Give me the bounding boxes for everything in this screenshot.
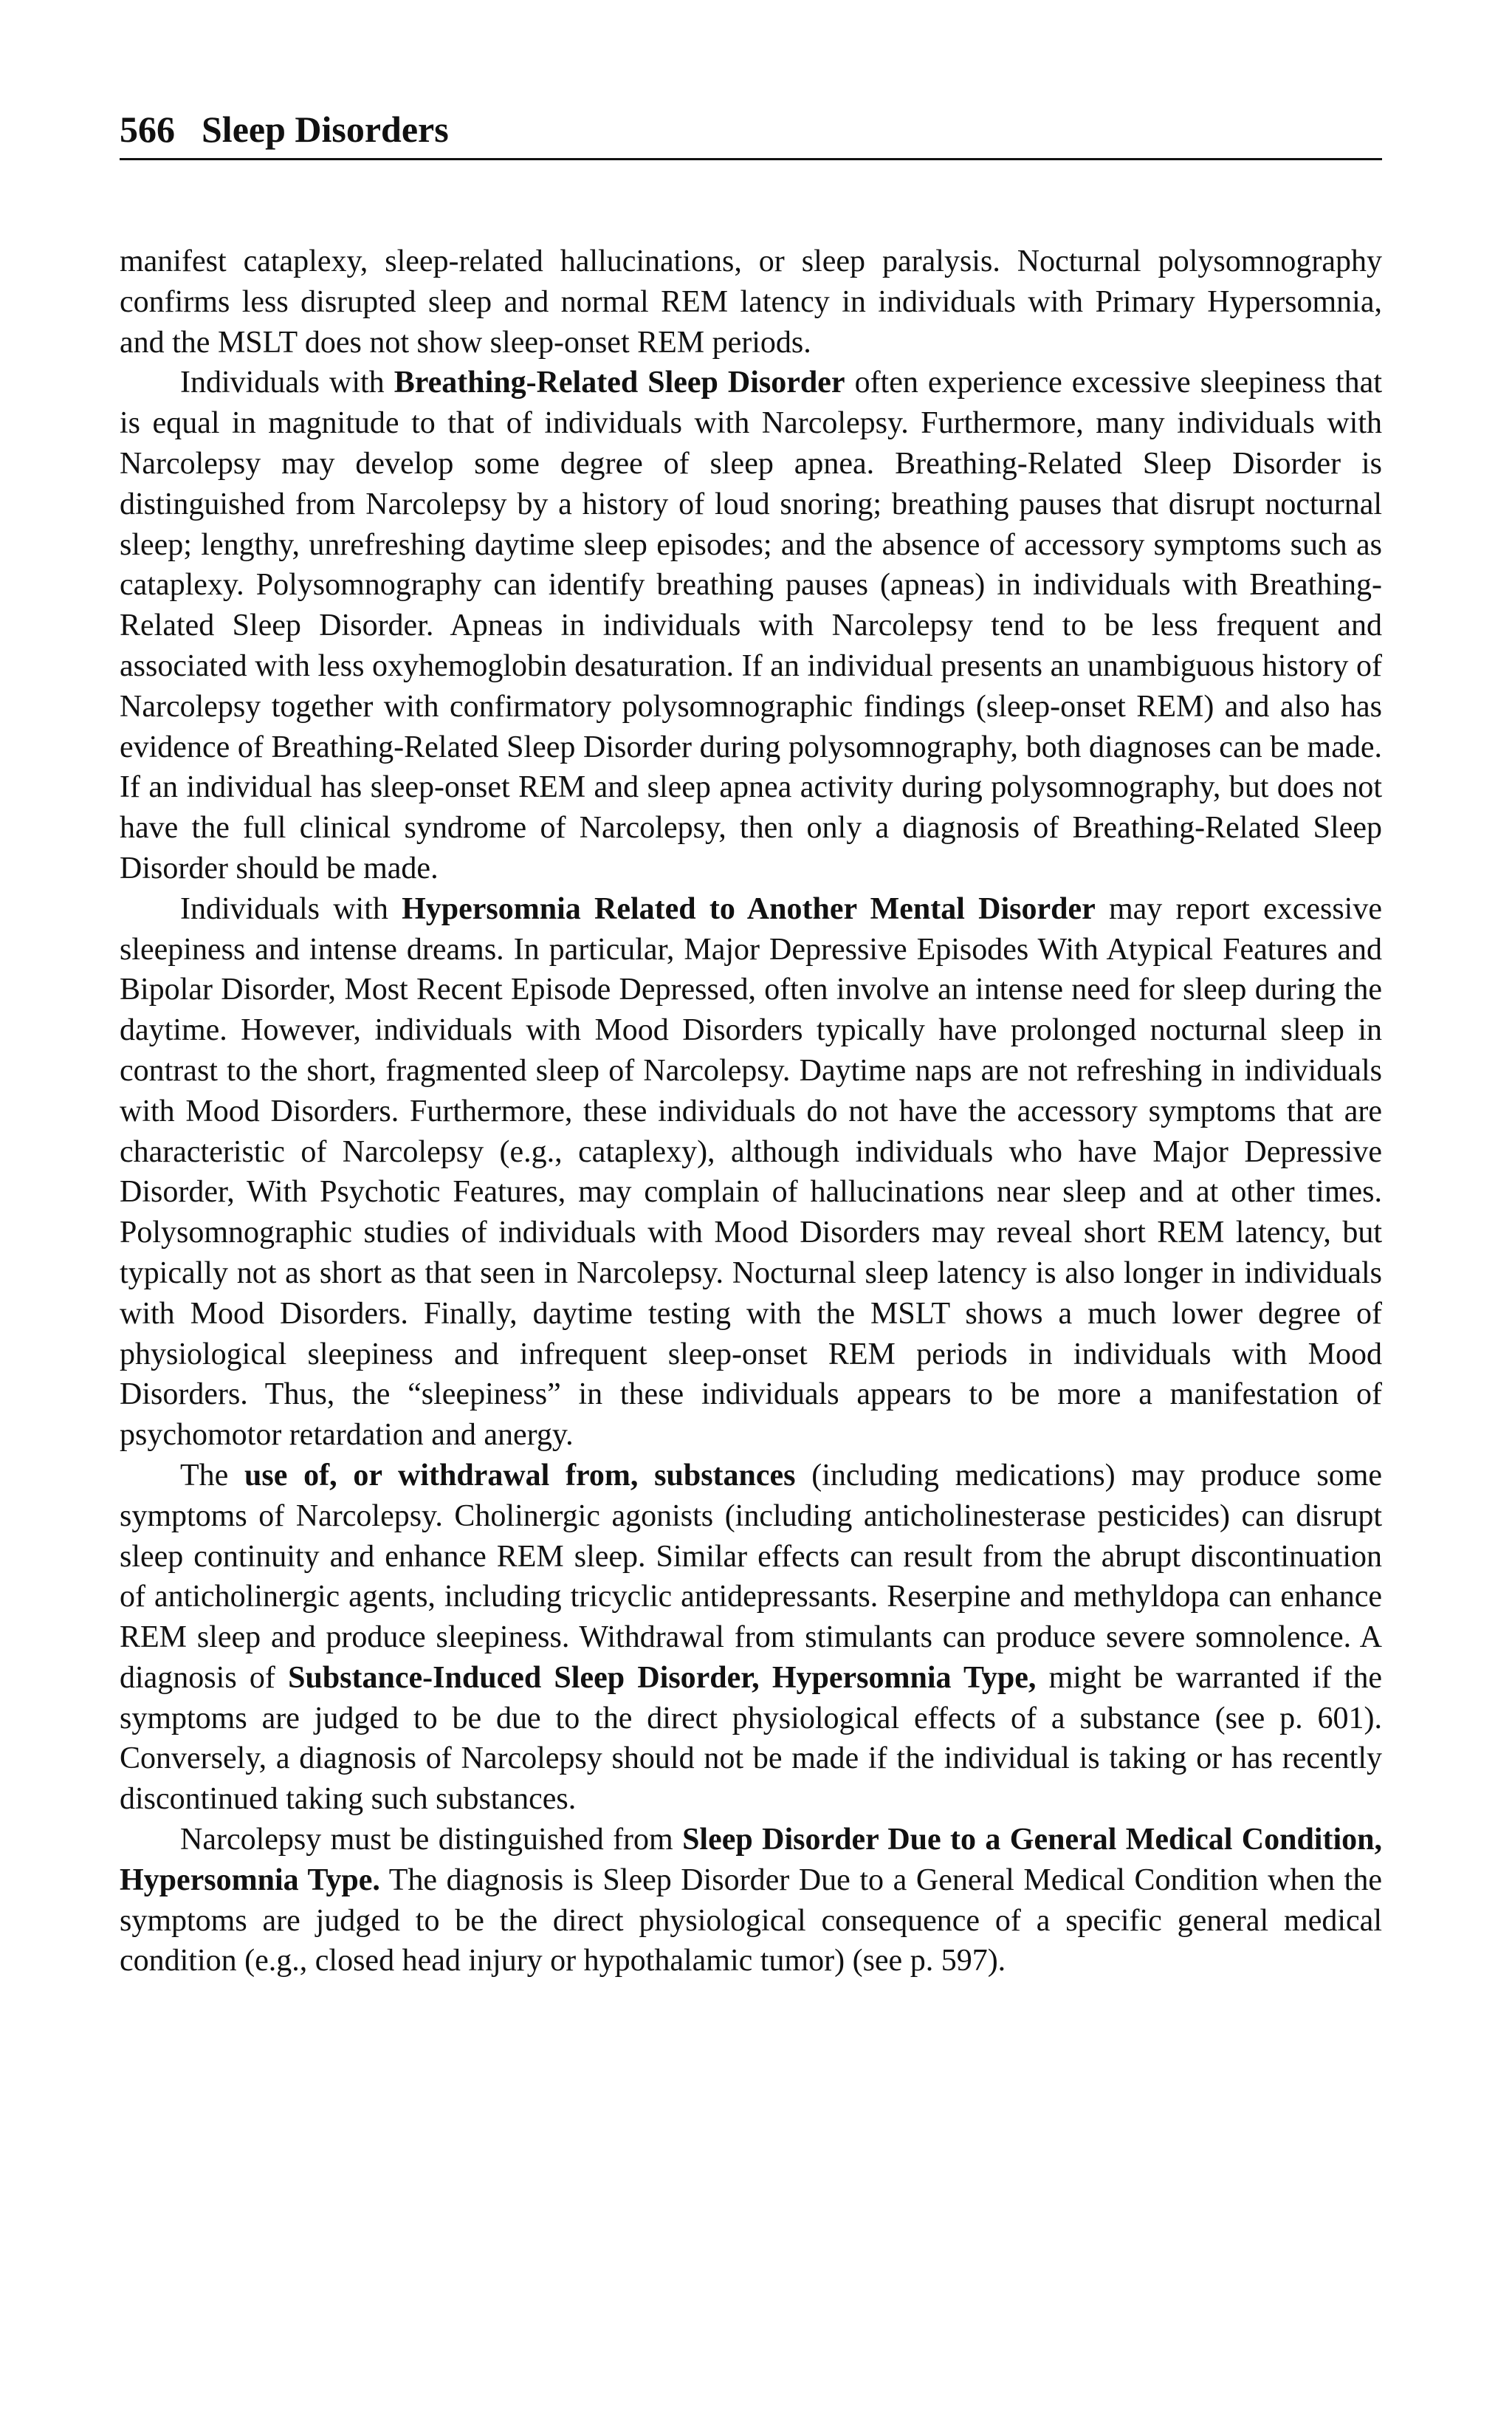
term-breathing-related-sleep-disorder: Breathing-Related Sleep Disorder	[394, 366, 845, 400]
page-number: 566	[120, 109, 175, 150]
paragraph-text: manifest cataplexy, sleep-related hallucinations, or sleep paralysis. Nocturnal polysomnography confirms less disrupted sleep and normal REM latency in individuals with Primary Hypersomnia, and the MSLT does not show sleep-onset REM periods.	[120, 244, 1382, 360]
term-substance-use-withdrawal: use of, or withdrawal from, substances	[244, 1458, 796, 1493]
paragraph-text: Individuals with	[180, 366, 394, 400]
body-text	[120, 241, 1382, 1981]
paragraph-text: (including medications) may produce some symptoms of Narcolepsy. Cholinergic agonists (including anticholinesterase pesticides) can disrupt sleep continuity and enhance REM sleep. Similar effects can result from the abrupt discontinuation of anticholinergic agents, including tricyclic antidepressants. Reserpine and methyldopa can enhance REM sleep and produce sleepiness. Withdrawal from stimulants can produce severe somnolence. A diagnosis of	[120, 1458, 1383, 1695]
paragraph-3	[120, 889, 1382, 1456]
term-substance-induced-sleep-disorder: Substance-Induced Sleep Disorder, Hypersomnia Type,	[288, 1660, 1037, 1695]
paragraph-text: Narcolepsy must be distinguished from	[180, 1823, 683, 1857]
term-hypersomnia-related-mental-disorder: Hypersomnia Related to Another Mental Disorder	[402, 891, 1096, 926]
paragraph-text: may report excessive sleepiness and intense dreams. In particular, Major Depressive Episodes With Atypical Features and Bipolar Disorder, Most Recent Episode Depressed, often involve an intense need for sleep during the daytime. However, individuals with Mood Disorders typically have prolonged nocturnal sleep in contrast to the short, fragmented sleep of Narcolepsy. Daytime naps are not refreshing in individuals with Mood Disorders. Furthermore, these individuals do not have the accessory symptoms that are characteristic of Narcolepsy (e.g., cataplexy), although individuals who have Major Depressive Disorder, With Psychotic Features, may complain of hallucinations near sleep and at other times. Polysomnographic studies of individuals with Mood Disorders may reveal short REM latency, but typically not as short as that seen in Narcolepsy. Nocturnal sleep latency is also longer in individuals with Mood Disorders. Finally, daytime testing with the MSLT shows a much lower degree of physiological sleepiness and infrequent sleep-onset REM periods in individuals with Mood Disorders. Thus, the “sleepiness” in these individuals appears to be more a manifestation of psychomotor retardation and anergy.	[120, 891, 1382, 1453]
paragraph-text: often experience excessive sleepiness that is equal in magnitude to that of individuals with Narcolepsy. Furthermore, many individuals with Narcolepsy may develop some degree of sleep apnea. Breathing-Related Sleep Disorder is distinguished from Narcolepsy by a history of loud snoring; breathing pauses that disrupt nocturnal sleep; lengthy, unrefreshing daytime sleep episodes; and the absence of accessory symptoms such as cataplexy. Polysomnography can identify breathing pauses (apneas) in individuals with Breathing-Related Sleep Disorder. Apneas in individuals with Narcolepsy tend to be less frequent and associated with less oxyhemoglobin desaturation. If an individual presents an unambiguous history of Narcolepsy together with confirmatory polysomnographic findings (sleep-onset REM) and also has evidence of Breathing-Related Sleep Disorder during polysomnography, both diagnoses can be made. If an individual has sleep-onset REM and sleep apnea activity during polysomnography, but does not have the full clinical syndrome of Narcolepsy, then only a diagnosis of Breathing-Related Sleep Disorder should be made.	[120, 366, 1382, 885]
running-header	[120, 111, 1382, 160]
paragraph-4	[120, 1456, 1382, 1820]
paragraph-5	[120, 1820, 1382, 1981]
paragraph-2	[120, 363, 1382, 888]
running-title: Sleep Disorders	[202, 109, 449, 150]
paragraph-1	[120, 241, 1382, 363]
book-page	[120, 111, 1382, 1981]
paragraph-text: The	[180, 1458, 245, 1493]
term-sleep-disorder-general-medical: Sleep Disorder Due to a General Medical Condition, Hypersomnia Type.	[120, 1823, 1382, 1897]
paragraph-text: might be warranted if the symptoms are judged to be due to the direct physiological effects of a substance (see p. 601). Conversely, a diagnosis of Narcolepsy should not be made if the individual is taking or has recently discontinued taking such substances.	[120, 1660, 1383, 1817]
paragraph-text: The diagnosis is Sleep Disorder Due to a General Medical Condition when the symptoms are judged to be the direct physiological consequence of a specific general medical condition (e.g., closed head injury or hypothalamic tumor) (see p. 597).	[120, 1863, 1382, 1978]
paragraph-text: Individuals with	[180, 891, 402, 926]
